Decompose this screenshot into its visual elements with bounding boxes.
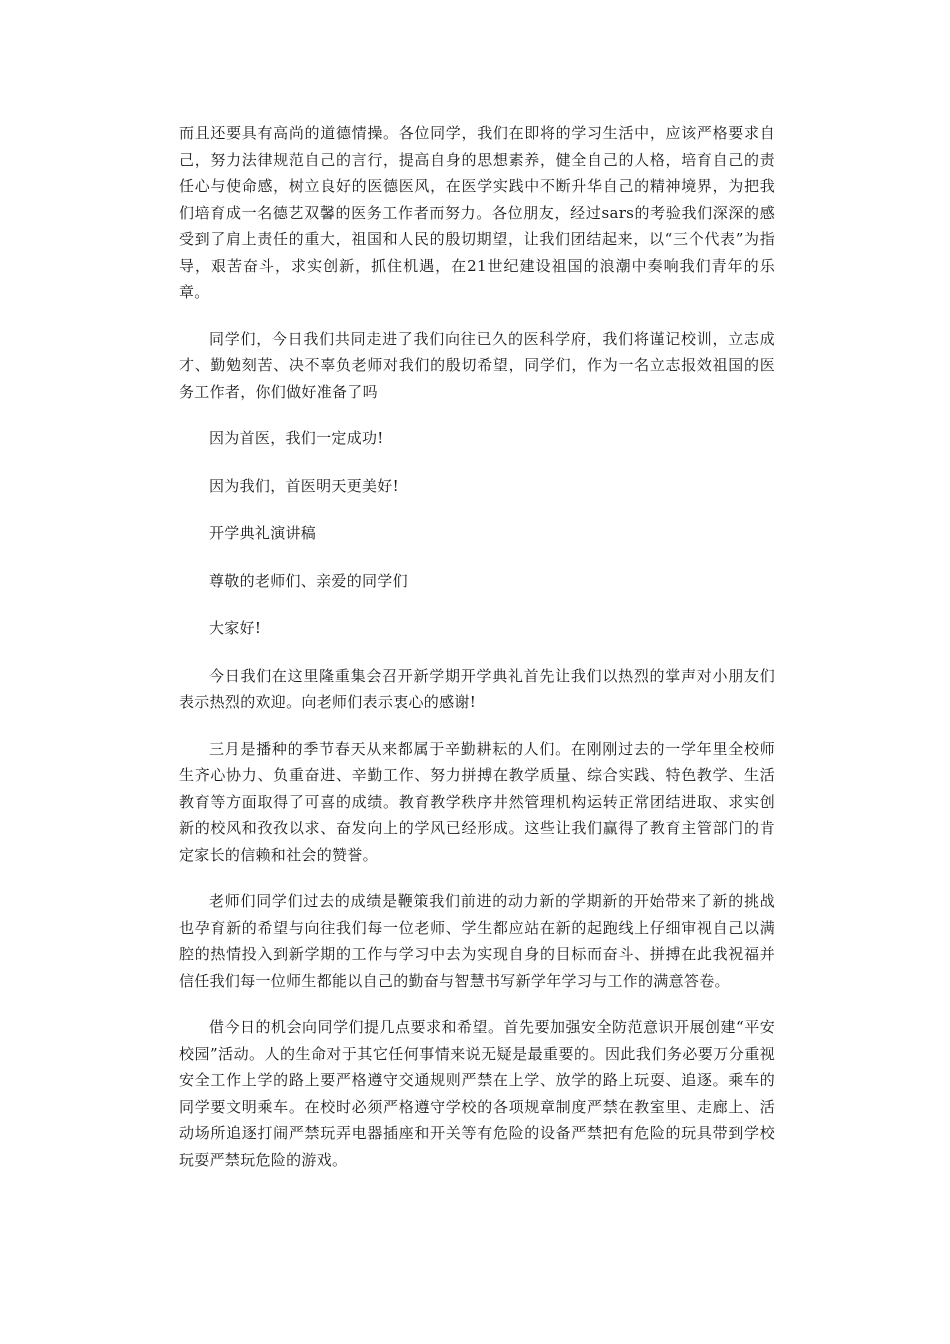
paragraph-slogan-future: 因为我们，首医明天更美好! xyxy=(209,476,399,495)
salutation: 尊敬的老师们、亲爱的同学们 xyxy=(209,571,408,590)
document-body xyxy=(179,120,775,1193)
paragraph-slogan-success: 因为首医，我们一定成功! xyxy=(209,429,384,447)
paragraph-students-address: 同学们，今日我们共同走进了我们向往已久的医科学府，我们将谨记校训，立志成才、勤勉刻苦、决不辜负老师对我们的殷切希望，同学们，作为一名立志报效祖国的医务工作者，你们做好准备了吗 xyxy=(179,329,775,401)
paragraph-oath-continuation: 而且还要具有高尚的道德情操。各位同学，我们在即将的学习生活中，应该严格要求自己，努力法律规范自己的言行，提高自身的思想素养，健全自己的人格，培育自己的责任心与使命感，树立良好的医德医风，在医学实践中不断升华自己的精神境界，为把我们培育成一名德艺双馨的医务工作者而努力。各位朋友，经过sars的考验我们深深的感受到了肩上责任的重大，祖国和人民的殷切期望，让我们团结起来，以“三个代表”为指导，艰苦奋斗，求实创新，抓住机遇，在21世纪建设祖国的浪潮中奏响我们青年的乐章。 xyxy=(179,124,775,301)
section-title: 开学典礼演讲稿 xyxy=(209,524,317,542)
paragraph-safety: 借今日的机会向同学们提几点要求和希望。首先要加强安全防范意识开展创建“平安校园”活动。人的生命对于其它任何事情来说无疑是最重要的。因此我们务必要万分重视安全工作上学的路上要严格遵守交通规则严禁在上学、放学的路上玩耍、追逐。乘车的同学要文明乘车。在校时必须严格遵守学校的各项规章制度严禁在教室里、走廊上、活动场所追逐打闹严禁玩弄电器插座和开关等有危险的设备严禁把有危险的玩具带到学校玩耍严禁玩危险的游戏。 xyxy=(179,1018,775,1169)
paragraph-achievements: 三月是播种的季节春天从来都属于辛勤耕耘的人们。在刚刚过去的一学年里全校师生齐心协力、负重奋进、辛勤工作、努力拼搏在教学质量、综合实践、特色教学、生活教育等方面取得了可喜的成绩。教育教学秩序井然管理机构运转正常团结进取、求实创新的校风和孜孜以求、奋发向上的学风已经形成。这些让我们赢得了教育主管部门的肯定家长的信赖和社会的赞誉。 xyxy=(179,739,775,864)
paragraph-new-semester: 老师们同学们过去的成绩是鞭策我们前进的动力新的学期新的开始带来了新的挑战也孕育新的希望与向往我们每一位老师、学生都应站在新的起跑线上仔细审视自己以满腔的热情投入到新学期的工作与学习中去为实现自身的目标而奋斗、拼搏在此我祝福并信任我们每一位师生都能以自己的勤奋与智慧书写新学年学习与工作的满意答卷。 xyxy=(179,892,775,990)
greeting: 大家好! xyxy=(209,619,262,637)
paragraph-welcome: 今日我们在这里隆重集会召开新学期开学典礼首先让我们以热烈的掌声对小朋友们表示热烈的欢迎。向老师们表示衷心的感谢! xyxy=(179,666,775,711)
